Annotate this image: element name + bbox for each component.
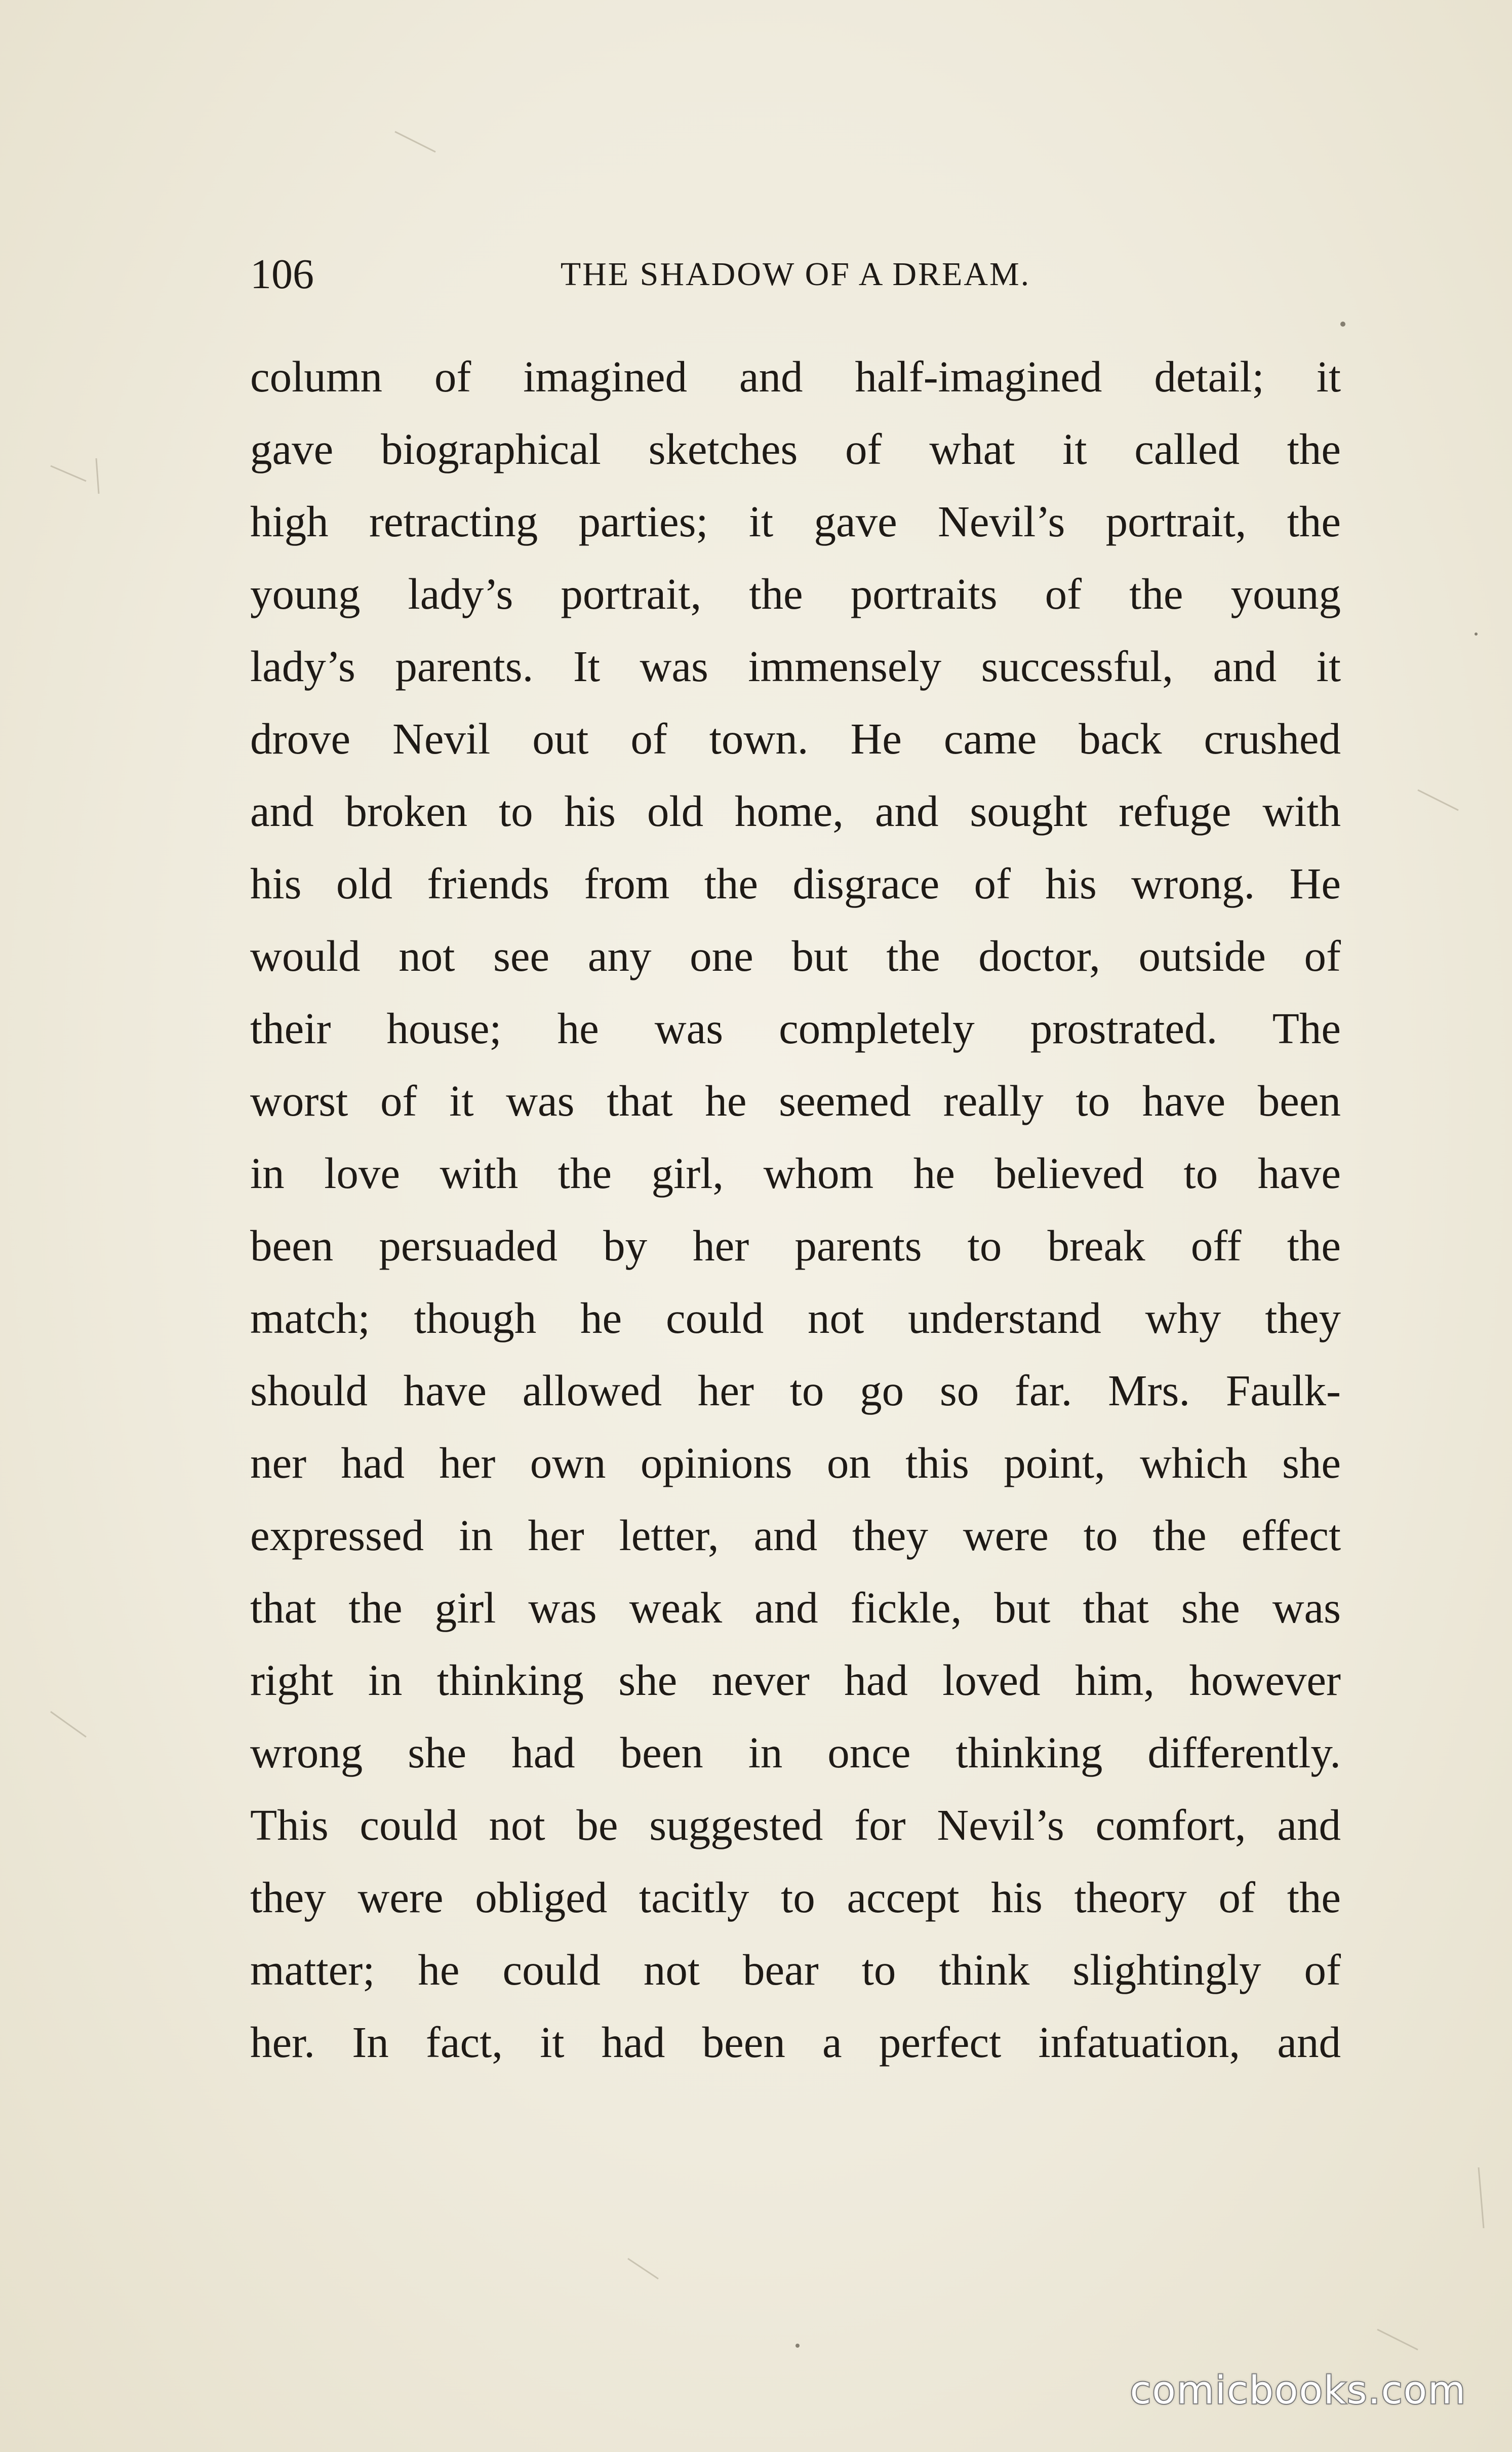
text-line: This could not be suggested for Nevil’s comfort, and bbox=[250, 1800, 1341, 1849]
text-line: column of imagined and half-imagined detail; it bbox=[250, 352, 1341, 401]
text-line: would not see any one but the doctor, outside of bbox=[250, 931, 1341, 980]
text-line: wrong she had been in once thinking differently. bbox=[250, 1728, 1341, 1777]
watermark: comicbooks.com bbox=[1130, 2367, 1466, 2413]
running-title: THE SHADOW OF A DREAM. bbox=[560, 256, 1031, 293]
text-line: young lady’s portrait, the portraits of the young bbox=[250, 569, 1341, 618]
text-line: drove Nevil out of town. He came back crushed bbox=[250, 714, 1341, 763]
text-line: high retracting parties; it gave Nevil’s portrait, the bbox=[250, 497, 1341, 546]
text-line: right in thinking she never had loved him, however bbox=[250, 1655, 1341, 1705]
text-line: they were obliged tacitly to accept his theory of the bbox=[250, 1873, 1341, 1922]
body-text bbox=[250, 340, 1341, 2078]
text-line: expressed in her letter, and they were to the effect bbox=[250, 1511, 1341, 1560]
running-head bbox=[250, 249, 1341, 300]
page-number: 106 bbox=[250, 251, 314, 298]
text-line: their house; he was completely prostrated. The bbox=[250, 1004, 1341, 1053]
text-line: should have allowed her to go so far. Mrs. Faulk- bbox=[250, 1366, 1341, 1415]
text-line: her. In fact, it had been a perfect infatuation, and bbox=[250, 2018, 1341, 2067]
text-line: and broken to his old home, and sought refuge with bbox=[250, 786, 1341, 836]
text-line: worst of it was that he seemed really to have been bbox=[250, 1076, 1341, 1125]
text-line: in love with the girl, whom he believed to have bbox=[250, 1149, 1341, 1198]
text-line: match; though he could not understand why they bbox=[250, 1293, 1341, 1342]
text-line: ner had her own opinions on this point, which she bbox=[250, 1438, 1341, 1487]
text-line: that the girl was weak and fickle, but that she was bbox=[250, 1583, 1341, 1632]
text-line: lady’s parents. It was immensely successful, and it bbox=[250, 642, 1341, 691]
text-line: his old friends from the disgrace of his wrong. He bbox=[250, 859, 1341, 908]
text-line: matter; he could not bear to think slightingly of bbox=[250, 1945, 1341, 1994]
text-line: gave biographical sketches of what it called the bbox=[250, 424, 1341, 473]
text-line: been persuaded by her parents to break off the bbox=[250, 1221, 1341, 1270]
